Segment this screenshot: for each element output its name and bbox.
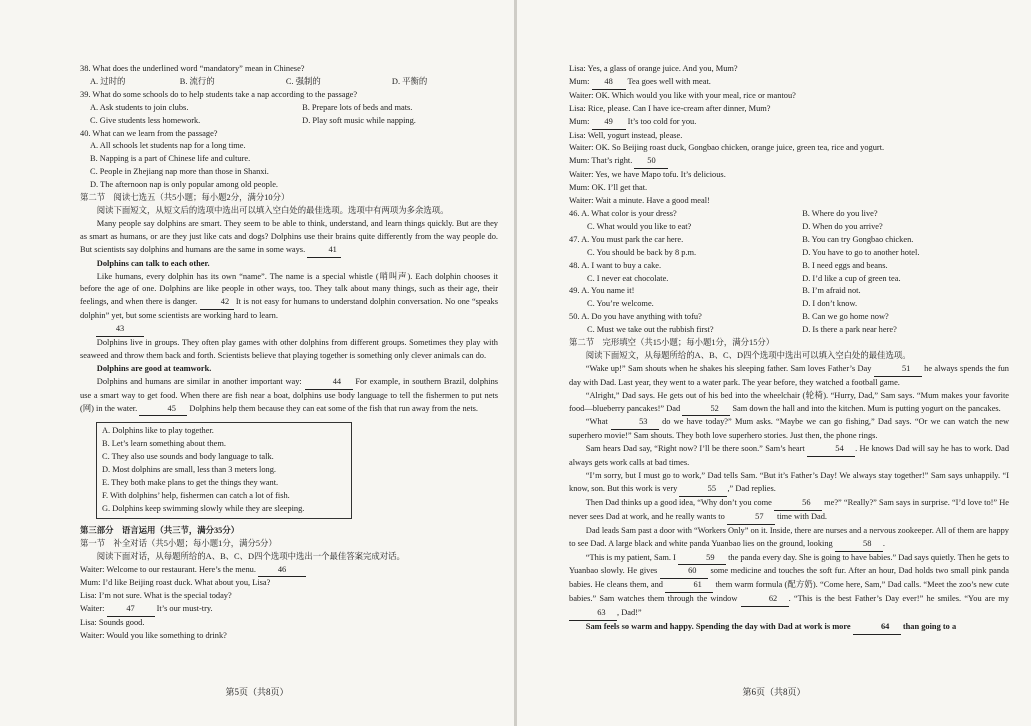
choice-left: 48. A. I want to buy a cake. — [569, 260, 662, 270]
story-text: . — [882, 538, 885, 548]
q38-option: B. 流行的 — [179, 76, 215, 86]
box-option: D. Most dolphins are small, less than 3 meters long. — [102, 465, 276, 475]
passage-paragraph — [80, 376, 498, 417]
dialog-line — [80, 564, 498, 578]
story-text: “I’m sorry, but I must go to work,” Dad tells Sam. “But it’s Father’s Day! We always stay together!” Sam says unhappily. “I know, son. But this work is very — [569, 471, 1009, 493]
page-footer: 第5页（共8页） — [225, 687, 289, 697]
dialog-text: Waiter: Welcome to our restaurant. Here’s the menu. — [80, 564, 256, 574]
answer-blank: 51 — [874, 363, 922, 377]
box-option: B. Let’s learn something about them. — [102, 439, 226, 449]
dialog-text: It’s our must-try. — [156, 604, 213, 614]
story-text: the panda every day. She is going to have babies.” Dad says quietly. Then he gets to Yuanbao slowly. He gives — [569, 552, 1010, 576]
story-paragraph — [569, 443, 1009, 470]
answer-blank: 46 — [258, 564, 306, 578]
story-text: Then Dad thinks up a good idea, “Why don’t you come — [585, 497, 772, 507]
answer-blank: 62 — [741, 593, 789, 607]
answer-blank: 42 — [200, 296, 234, 310]
box-option: F. With dolphins’ help, fishermen can catch a lot of fish. — [102, 491, 290, 500]
choice-right: D. I don’t know. — [802, 299, 858, 309]
story-text: Sam down the hall and into the kitchen. Mum is putting yogurt on the pancakes. — [732, 403, 1001, 413]
section2-title: 第二节 阅读七选五（共5小题；每小题2分，满分10分） — [80, 193, 290, 203]
dialog-text: Mum: — [569, 116, 590, 126]
passage-heading: Dolphins can talk to each other. — [96, 258, 210, 268]
q39-option: D. Play soft music while napping. — [302, 115, 416, 125]
story-text: . “This is the best Father’s Day ever!” he smiles. “You are my — [788, 594, 1009, 604]
choice-left: 49. A. You name it! — [569, 286, 635, 296]
answer-blank: 59 — [678, 552, 726, 566]
answer-blank: 41 — [307, 244, 341, 258]
left-page — [0, 0, 514, 726]
answer-blank: 53 — [611, 416, 659, 430]
dialog-text: Mum: That’s right. — [569, 156, 633, 166]
story-paragraph — [569, 497, 1009, 525]
answer-blank: 63 — [569, 607, 617, 621]
section2-title: 第二节 完形填空（共15小题；每小题1分，满分15分） — [569, 338, 775, 348]
answer-blank: 48 — [592, 76, 626, 90]
q40-stem: 40. What can we learn from the passage? — [80, 128, 218, 138]
story-text: he always spends the fun day with Dad. Last year, they went to a water park. The year before, they watched a football game. — [569, 363, 1009, 387]
story-paragraph — [569, 416, 1009, 443]
answer-blank: 50 — [634, 155, 668, 169]
passage-paragraph: Dolphins live in groups. They often play games with other dolphins from different groups. Sometimes they play with seaweed and throw them back and forth. Scientists believe that playing together is something only clever animals can do. — [80, 338, 498, 360]
answer-blank: 45 — [139, 403, 187, 417]
paragraph-text: Dolphins and humans are similar in another important way: — [96, 376, 302, 386]
dialog-line: Mum: OK. I’ll get that. — [569, 183, 648, 193]
dialog-line — [569, 155, 1009, 169]
answer-blank: 52 — [682, 403, 730, 417]
q39-option: C. Give students less homework. — [90, 115, 201, 125]
section1-title: 第一节 补全对话（共5小题；每小题1分，满分5分） — [80, 538, 277, 548]
choice-right: D. I’d like a cup of green tea. — [802, 273, 901, 283]
dialog-line: Lisa: Rice, please. Can I have ice-cream after dinner, Mum? — [569, 103, 771, 113]
dialog-line: Lisa: I’m not sure. What is the special today? — [80, 591, 232, 601]
passage-paragraph — [80, 271, 498, 324]
right-content — [569, 63, 1009, 635]
passage-paragraph — [80, 218, 498, 258]
story-paragraph — [569, 552, 1009, 622]
answer-blank: 49 — [592, 116, 626, 130]
dialog-line: Lisa: Yes, a glass of orange juice. And you, Mum? — [569, 64, 738, 73]
q40-option: B. Napping is a part of Chinese life and culture. — [90, 154, 251, 164]
story-text: ,” Dad replies. — [727, 484, 776, 493]
paragraph-text: Dolphins help them because they can eat some of the fish that run away from the nets. — [189, 403, 479, 413]
dialog-line: Waiter: Yes, we have Mapo tofu. It’s delicious. — [569, 170, 726, 180]
choice-left: 50. A. Do you have anything with tofu? — [569, 312, 702, 322]
q38-option: D. 平衡的 — [391, 76, 428, 86]
story-text: them warm formula (配方奶). “Come here, Sam,” Dad calls. “Meet the zoo’s new cute babies.” Sam watches them through the window — [569, 580, 1010, 604]
answer-blank: 55 — [679, 483, 727, 497]
story-paragraph — [569, 525, 1009, 552]
choice-left: 47. A. You must park the car here. — [569, 234, 684, 244]
section1-instructions: 阅读下面对话，从每题所给的A、B、C、D四个选项中选出一个最佳答案完成对话。 — [96, 551, 405, 561]
story-text: time with Dad. — [777, 511, 828, 521]
q40-option: D. The afternoon nap is only popular among old people. — [90, 180, 279, 190]
answer-blank: 56 — [774, 497, 822, 511]
story-text: “Wake up!” Sam shouts when he shakes his sleeping father. Sam loves Father’s Day — [585, 363, 872, 373]
choice-left: C. You’re welcome. — [587, 299, 654, 309]
answer-blank: 54 — [807, 443, 855, 457]
q38-options — [80, 76, 498, 89]
part3-title: 第三部分 语言运用（共三节，满分35分） — [80, 525, 240, 535]
answer-blank: 43 — [96, 323, 144, 337]
q39-options — [80, 102, 498, 128]
choice-right: D. When do you arrive? — [802, 221, 883, 231]
paragraph-text: Like humans, every dolphin has its own “name”. The name is a special whistle (哨叫声). Each dolphin chooses it before the age of one. Dolphins are like people in other ways, too. They talk about many things, such as their age, their feelings, and when there is danger. — [80, 271, 498, 307]
box-option: E. They both make plans to get the things they want. — [102, 478, 279, 488]
story-text: Sam hears Dad say, “Right now? I’ll be there soon.” Sam’s heart — [585, 444, 805, 454]
paragraph-text: For example, in southern Brazil, dolphins use a smart way to get food. When there are fish near a boat, dolphins use body language to tell the fishermen to put nets (网) in the water. — [80, 376, 499, 413]
story-text: Sam feels so warm and happy. Spending the day with Dad at work is more — [585, 622, 851, 632]
q39-stem: 39. What do some schools do to help students take a nap according to the passage? — [80, 89, 358, 99]
q38-stem: 38. What does the underlined word “mandatory” mean in Chinese? — [80, 64, 305, 73]
choice-right: D. Is there a park near here? — [802, 325, 897, 335]
choice-right: B. You can try Gongbao chicken. — [802, 234, 914, 244]
q38-option: C. 强制的 — [285, 76, 321, 86]
answer-blank: 64 — [853, 621, 901, 635]
answer-blank: 47 — [107, 603, 155, 617]
paragraph-text: It is not easy for humans to understand dolphin conversation. No one “speaks dolphin” yet, but some scientists are working hard to learn. — [80, 297, 498, 321]
q38-option: A. 过时的 — [90, 76, 126, 86]
dialog-line: Lisa: Well, yogurt instead, please. — [569, 130, 683, 140]
dialog-choices — [569, 208, 1009, 337]
story-text: “Alright,” Dad says. He gets out of his bed into the wheelchair (轮椅). “Hurry, Dad,” Sam says. “Mum makes your favorite food—blueberry pancakes!” Dad — [569, 390, 1009, 413]
dialog-line: Waiter: OK. So Beijing roast duck, Gongbao chicken, orange juice, green tea, rice and yogurt. — [569, 143, 885, 153]
story-paragraph — [569, 390, 1009, 417]
dialog-text: Tea goes well with meat. — [627, 76, 711, 86]
right-page — [517, 0, 1031, 726]
page-footer: 第6页（共8页） — [742, 687, 806, 697]
answer-blank: 58 — [835, 538, 883, 552]
dialog-line: Waiter: OK. Which would you like with your meal, rice or mantou? — [569, 90, 796, 100]
q39-option: B. Prepare lots of beds and mats. — [302, 102, 413, 112]
answer-blank: 60 — [660, 565, 708, 579]
story-text: Dad leads Sam past a door with “Workers Only” on it. Inside, there are nurses and a nervous zookeeper. All of them are happy to see Dad. A large black and white panda Yuanbao lies on the ground, looking — [569, 525, 1009, 548]
box-option: G. Dolphins keep swimming slowly while they are sleeping. — [102, 503, 305, 513]
story-text: . He knows Dad will say he has to work. Dad always gets work calls at bad times. — [569, 444, 1010, 468]
story-paragraph — [569, 363, 1009, 390]
story-text: do we have today?” Mum asks. “Maybe we can go fishing,” Dad says. “Or we can watch the new superhero movie!” Sam shouts. They both love superhero stories. Just then, the phone rings. — [569, 417, 1010, 441]
story-text: “What — [585, 417, 608, 427]
paragraph-text: Many people say dolphins are smart. They seem to be able to think, understand, and learn things quickly. But are they as smart as humans, or are they just like cats and dogs? Dolphins use their brains quite differently from the way people do. But scientists say dolphins and humans are the same in some ways. — [80, 218, 498, 254]
dialog-text: Mum: — [569, 76, 590, 86]
dialog-line: Mum: I’d like Beijing roast duck. What about you, Lisa? — [80, 578, 271, 588]
choice-right: B. Can we go home now? — [802, 312, 889, 322]
dialog-line — [569, 76, 1009, 90]
q39-option: A. Ask students to join clubs. — [90, 102, 189, 112]
story-text: “This is my patient, Sam. I — [585, 552, 676, 562]
dialog-text: Waiter: — [80, 604, 105, 614]
story-text: some medicine and touches the soft fur. After an hour, Dad holds two small pink panda babies. He cleans them, and — [569, 566, 1009, 590]
q40-option: C. People in Zhejiang nap more than those in Shanxi. — [90, 167, 269, 177]
dialog-line: Lisa: Sounds good. — [80, 618, 145, 628]
answer-blank: 57 — [727, 511, 775, 525]
passage-blank-line — [80, 323, 498, 337]
choice-left: C. You should be back by 8 p.m. — [587, 247, 697, 257]
story-text: than going to a — [902, 622, 957, 632]
choice-left: C. What would you like to eat? — [587, 221, 692, 231]
choice-left: 46. A. What color is your dress? — [569, 208, 677, 218]
dialog-line: Waiter: Would you like something to drink? — [80, 631, 227, 641]
story-text: , Dad!” — [617, 608, 642, 618]
choice-right: B. I need eggs and beans. — [802, 260, 888, 270]
choice-left: C. Must we take out the rubbish first? — [587, 325, 714, 335]
section2-instructions: 阅读下面短文，从每题所给的A、B、C、D四个选项中选出可以填入空白处的最佳选项。 — [585, 350, 911, 360]
box-option: C. They also use sounds and body language to talk. — [102, 452, 274, 462]
choice-right: B. Where do you live? — [802, 208, 878, 218]
choice-right: B. I’m afraid not. — [802, 286, 861, 296]
choice-right: D. You have to go to another hotel. — [802, 247, 920, 257]
story-paragraph — [569, 621, 1009, 635]
section2-instructions: 阅读下面短文，从短文后的选项中选出可以填入空白处的最佳选项。选项中有两项为多余选项。 — [96, 205, 449, 215]
dialog-line: Waiter: Wait a minute. Have a good meal! — [569, 196, 710, 206]
options-box — [96, 422, 352, 518]
dialog-line — [80, 603, 498, 617]
story-text: me?” “Really?” Sam says in surprise. “I’d love to!” He never sees Dad at work, and he really wants to — [569, 497, 1010, 521]
q40-option: A. All schools let students nap for a long time. — [90, 141, 246, 151]
passage-heading: Dolphins are good at teamwork. — [96, 363, 212, 373]
dialog-line — [569, 116, 1009, 130]
left-content — [80, 63, 498, 643]
story-paragraph — [569, 470, 1009, 497]
answer-blank: 61 — [665, 579, 713, 593]
dialog-text: It’s too cold for you. — [627, 116, 697, 126]
choice-left: C. I never eat chocolate. — [587, 273, 669, 283]
box-option: A. Dolphins like to play together. — [102, 426, 214, 436]
answer-blank: 44 — [305, 376, 353, 390]
